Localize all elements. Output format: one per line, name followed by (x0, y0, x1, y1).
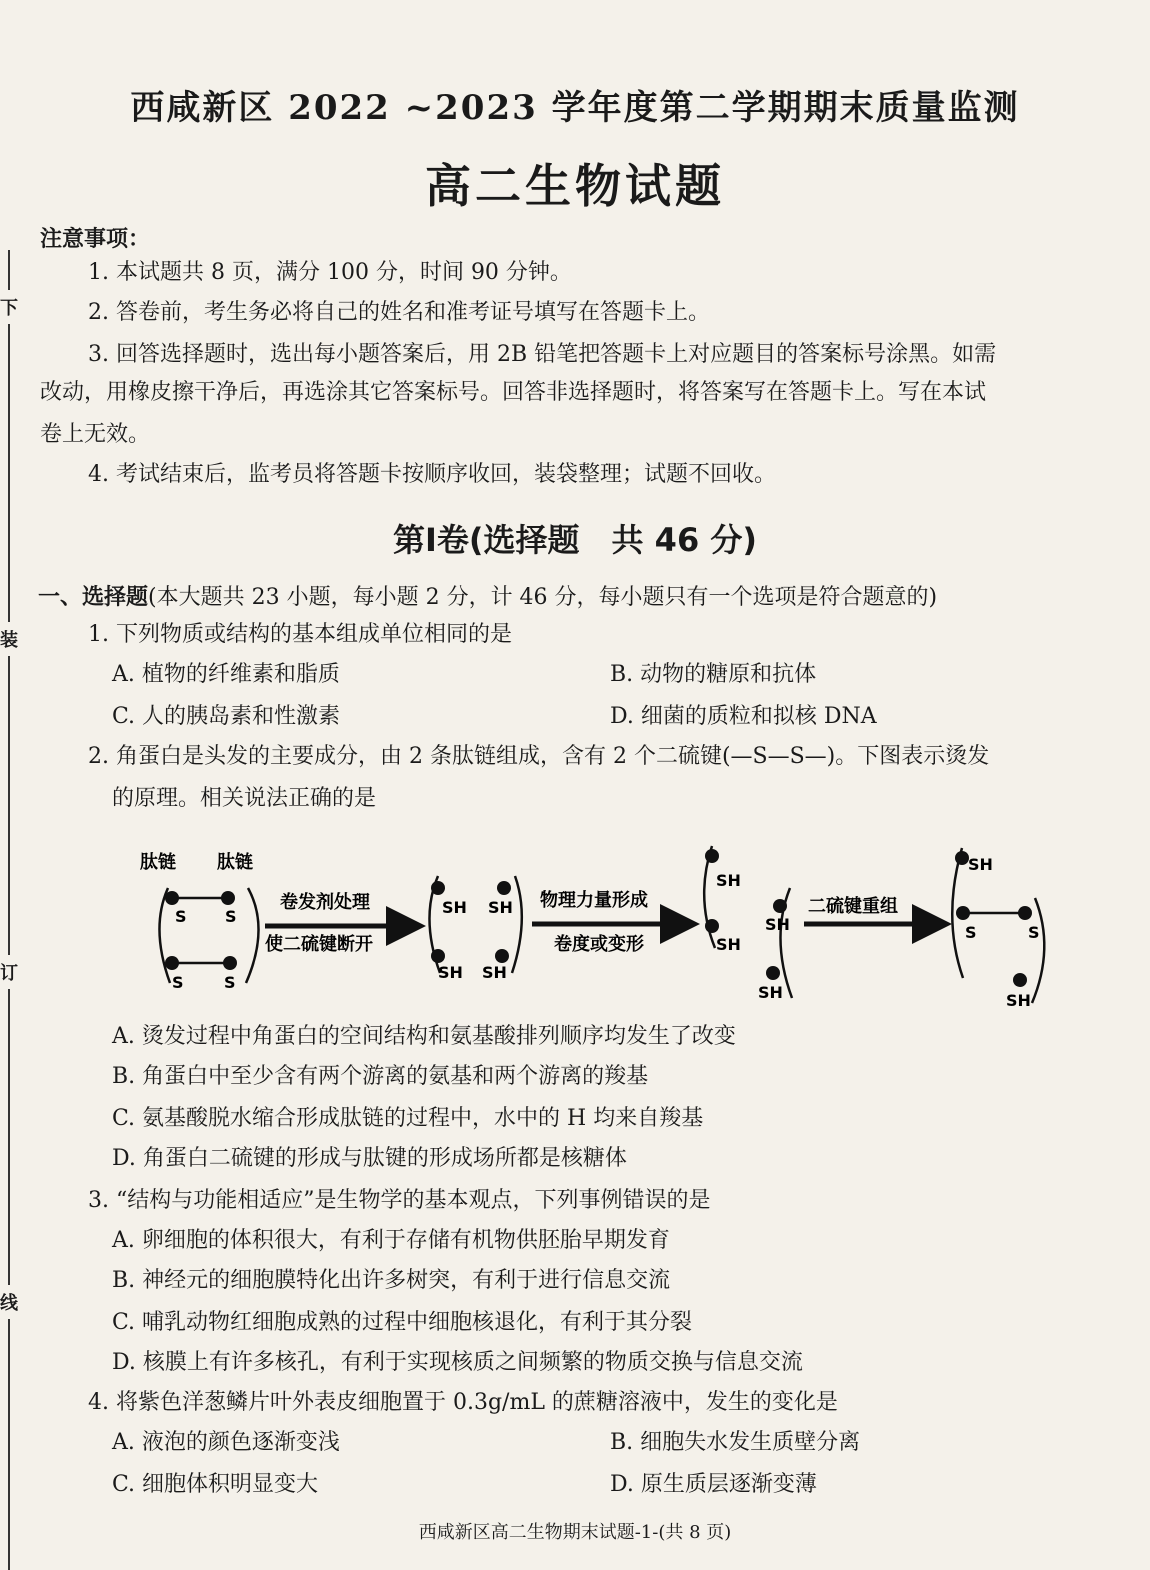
question-3-stem: 3. “结构与功能相适应”是生物学的基本观点，下列事例错误的是 (88, 1188, 711, 1213)
note-3-cont2: 卷上无效。 (40, 422, 151, 447)
margin-char-zhuang: 装 (0, 622, 18, 656)
q4-option-c: C. 细胞体积明显变大 (112, 1472, 319, 1497)
sh-label-5: SH (716, 871, 741, 890)
page-footer: 西咸新区高二生物期末试题-1-(共 8 页) (418, 1522, 732, 1543)
q3-option-c: C. 哺乳动物红细胞成熟的过程中细胞核退化，有利于其分裂 (112, 1310, 693, 1335)
exam-subtitle: 高二生物试题 (425, 159, 725, 213)
q3-option-a: A. 卵细胞的体积很大，有利于存储有机物供胚胎早期发育 (112, 1228, 670, 1253)
q2-option-c: C. 氨基酸脱水缩合形成肽链的过程中，水中的 H 均来自羧基 (112, 1106, 704, 1131)
note-4: 4. 考试结束后，监考员将答题卡按顺序收回，装袋整理；试题不回收。 (88, 462, 776, 487)
exam-title: 西咸新区 2022 ~2023 学年度第二学期期末质量监测 (130, 88, 1020, 128)
sh-label-9: SH (968, 855, 993, 874)
chain-label-2: 肽链 (217, 852, 253, 873)
binding-margin-line (8, 250, 10, 1570)
question-2-stem-line2: 的原理。相关说法正确的是 (112, 786, 377, 811)
question-4-stem: 4. 将紫色洋葱鳞片叶外表皮细胞置于 0.3g/mL 的蔗糖溶液中，发生的变化是 (88, 1390, 838, 1415)
chain-label-1: 肽链 (140, 852, 176, 873)
q1-option-a: A. 植物的纤维素和脂质 (112, 662, 340, 687)
step1-label-top: 卷发剂处理 (280, 892, 370, 913)
note-1: 1. 本试题共 8 页，满分 100 分，时间 90 分钟。 (88, 260, 572, 285)
q2-option-a: A. 烫发过程中角蛋白的空间结构和氨基酸排列顺序均发生了改变 (112, 1024, 736, 1049)
step2-label-bottom: 卷度或变形 (554, 934, 644, 955)
note-3: 3. 回答选择题时，选出每小题答案后，用 2B 铅笔把答题卡上对应题目的答案标号涂黑。如需 (88, 342, 997, 367)
margin-char-xia: 下 (0, 290, 18, 324)
perm-diagram (120, 838, 1080, 1018)
notes-heading: 注意事项： (40, 226, 151, 252)
sh-label-7: SH (765, 915, 790, 934)
q4-option-d: D. 原生质层逐渐变薄 (610, 1472, 817, 1497)
question-1-stem: 1. 下列物质或结构的基本组成单位相同的是 (88, 622, 512, 647)
q3-option-d: D. 核膜上有许多核孔，有利于实现核质之间频繁的物质交换与信息交流 (112, 1350, 803, 1375)
q4-option-a: A. 液泡的颜色逐渐变浅 (112, 1430, 340, 1455)
question-2-stem-line1: 2. 角蛋白是头发的主要成分，由 2 条肽链组成，含有 2 个二硫键(—S—S—)。下图表示烫发 (88, 744, 990, 769)
s-label-5: S (965, 923, 977, 942)
s-label-3: S (172, 973, 184, 992)
sh-label-3: SH (438, 963, 463, 982)
part-label: 一、选择题 (38, 584, 149, 610)
q2-option-d: D. 角蛋白二硫键的形成与肽键的形成场所都是核糖体 (112, 1146, 627, 1171)
margin-char-ding: 订 (0, 955, 18, 989)
step1-label-bottom: 使二硫键断开 (265, 934, 373, 955)
note-3-cont: 改动，用橡皮擦干净后，再选涂其它答案标号。回答非选择题时，将答案写在答题卡上。写在本试 (40, 380, 987, 405)
section-title: 第Ⅰ卷(选择题 共 46 分) (393, 521, 757, 559)
q3-option-b: B. 神经元的细胞膜特化出许多树突，有利于进行信息交流 (112, 1268, 671, 1293)
step3-label-top: 二硫键重组 (808, 896, 898, 917)
q1-option-c: C. 人的胰岛素和性激素 (112, 704, 341, 729)
note-2: 2. 答卷前，考生务必将自己的姓名和准考证号填写在答题卡上。 (88, 300, 710, 325)
sh-label-1: SH (442, 898, 467, 917)
q4-option-b: B. 细胞失水发生质壁分离 (610, 1430, 861, 1455)
q1-option-b: B. 动物的糖原和抗体 (610, 662, 817, 687)
sh-label-6: SH (716, 935, 741, 954)
q1-option-d: D. 细菌的质粒和拟核 DNA (610, 704, 877, 729)
part-heading (38, 580, 937, 611)
sh-label-10: SH (1006, 991, 1031, 1010)
s-label-2: S (225, 907, 237, 926)
step2-label-top: 物理力量形成 (540, 890, 648, 911)
part-desc: (本大题共 23 小题，每小题 2 分，计 46 分，每小题只有一个选项是符合题意的) (148, 585, 938, 610)
s-label-1: S (175, 907, 187, 926)
s-label-6: S (1028, 923, 1040, 942)
margin-char-xian: 线 (0, 1285, 18, 1319)
s-label-4: S (224, 973, 236, 992)
sh-label-8: SH (758, 983, 783, 1002)
sh-label-4: SH (482, 963, 507, 982)
sh-label-2: SH (488, 898, 513, 917)
q2-option-b: B. 角蛋白中至少含有两个游离的氨基和两个游离的羧基 (112, 1064, 649, 1089)
